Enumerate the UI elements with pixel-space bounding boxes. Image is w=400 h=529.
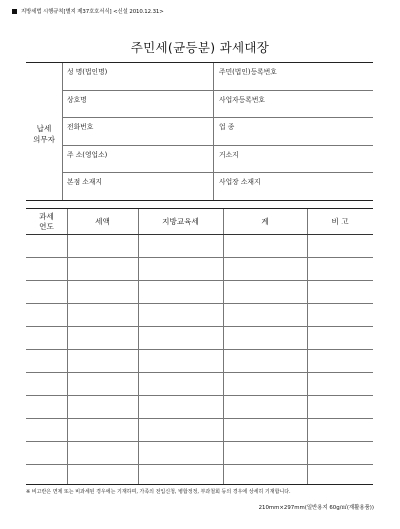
footer-note: ※ 비고란은 면제 또는 비과세된 경우에는 기재하며, 가족의 전입신청, 병합정정, 부과철회 등의 경우에 상세히 기재합니다. <box>26 489 291 495</box>
table-row[interactable] <box>26 280 373 281</box>
table-row[interactable] <box>26 326 373 327</box>
field-business-number[interactable]: 사업자등록번호 <box>219 96 265 104</box>
field-business-type[interactable]: 업 종 <box>219 123 235 131</box>
field-name[interactable]: 성 명(법인명) <box>67 68 108 76</box>
field-head-office[interactable]: 본점 소재지 <box>67 178 102 186</box>
field-trade-name[interactable]: 상호명 <box>67 96 87 104</box>
table-row[interactable] <box>26 349 373 350</box>
taxpayer-section <box>26 62 373 201</box>
field-residence[interactable]: 거소지 <box>219 151 239 159</box>
regulation-header <box>12 7 164 15</box>
tax-ledger-table <box>26 208 373 485</box>
table-row[interactable] <box>26 303 373 304</box>
form-title: 주민세(균등분) 과세대장 <box>130 40 270 55</box>
header-tax-year: 과세 연도 <box>39 211 54 231</box>
paper-size: 210mm×297mm(일반용지 60g/㎡(재활용품)) <box>258 505 374 511</box>
table-row[interactable] <box>26 464 373 465</box>
field-registration-number[interactable]: 주민(법인)등록번호 <box>219 68 277 76</box>
header-total: 계 <box>261 216 269 226</box>
table-row[interactable] <box>26 441 373 442</box>
field-workplace[interactable]: 사업장 소재지 <box>219 178 261 186</box>
square-bullet-icon <box>12 9 17 14</box>
field-phone[interactable]: 전화번호 <box>67 123 94 131</box>
table-row[interactable] <box>26 372 373 373</box>
regulation-text: 지방세법 시행규칙[별지 제37호호서식] <신설 2010.12.31> <box>21 9 164 15</box>
field-address[interactable]: 주 소(영업소) <box>67 151 108 159</box>
header-education-tax: 지방교육세 <box>162 216 199 226</box>
taxpayer-label: 납세 의무자 <box>32 124 55 144</box>
table-row[interactable] <box>26 418 373 419</box>
table-row[interactable] <box>26 234 373 235</box>
header-remarks: 비 고 <box>331 216 349 226</box>
table-row[interactable] <box>26 257 373 258</box>
table-row[interactable] <box>26 395 373 396</box>
header-tax-amount: 세액 <box>95 216 110 226</box>
